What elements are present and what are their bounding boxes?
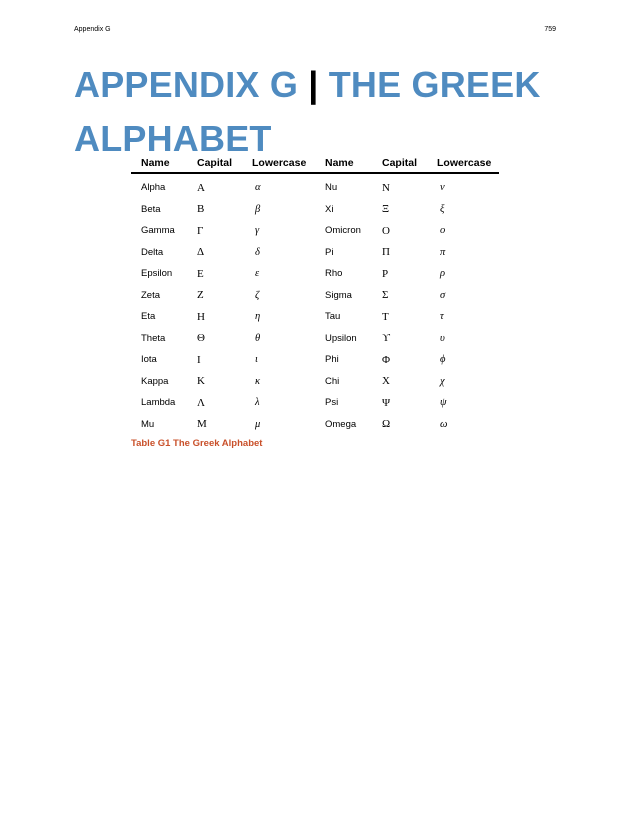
lowercase-letter-cell: ι: [255, 354, 258, 366]
capital-letter-cell: E: [197, 267, 204, 280]
table-row: [131, 242, 499, 264]
capital-letter-cell: P: [382, 267, 389, 280]
lowercase-letter-cell: χ: [440, 375, 445, 387]
lowercase-letter-cell: π: [440, 246, 446, 258]
page-number: 759: [544, 26, 556, 33]
letter-name-cell: Tau: [325, 311, 341, 323]
capital-letter-cell: Δ: [197, 246, 205, 259]
letter-name-cell: Psi: [325, 397, 339, 409]
capital-letter-cell: Π: [382, 246, 390, 259]
capital-letter-cell: B: [197, 203, 205, 216]
letter-name-cell: Kappa: [141, 375, 169, 387]
lowercase-letter-cell: σ: [440, 289, 446, 301]
capital-letter-cell: Σ: [382, 289, 389, 302]
lowercase-letter-cell: η: [255, 311, 261, 323]
lowercase-letter-cell: ν: [440, 182, 445, 194]
column-header: Lowercase: [427, 153, 499, 173]
column-header: Capital: [187, 153, 242, 173]
letter-name-cell: Delta: [141, 246, 164, 258]
capital-letter-cell: I: [197, 353, 201, 366]
title-part-2: THE GREEK ALPHABET: [74, 64, 541, 159]
letter-name-cell: Eta: [141, 311, 156, 323]
letter-name-cell: Omega: [325, 418, 357, 430]
capital-letter-cell: X: [382, 375, 390, 388]
table-row: [131, 414, 499, 436]
capital-letter-cell: K: [197, 375, 205, 388]
letter-name-cell: Alpha: [141, 182, 166, 194]
table-row: [131, 220, 499, 242]
letter-name-cell: Lambda: [141, 397, 176, 409]
column-header: Capital: [372, 153, 427, 173]
capital-letter-cell: Λ: [197, 396, 205, 409]
lowercase-letter-cell: δ: [255, 246, 260, 258]
letter-name-cell: Rho: [325, 268, 343, 280]
letter-name-cell: Iota: [141, 354, 157, 366]
capital-letter-cell: Θ: [197, 332, 205, 345]
letter-name-cell: Pi: [325, 246, 334, 258]
lowercase-letter-cell: ο: [440, 225, 446, 237]
table-row: [131, 371, 499, 393]
capital-letter-cell: Φ: [382, 353, 391, 366]
title-part-1: APPENDIX G: [74, 64, 309, 105]
table-row: [131, 306, 499, 328]
table-header-row: [131, 153, 499, 173]
column-header: Lowercase: [242, 153, 315, 173]
lowercase-letter-cell: γ: [255, 225, 260, 237]
capital-letter-cell: A: [197, 181, 205, 194]
table-row: [131, 328, 499, 350]
table-row: [131, 392, 499, 414]
page-title: [74, 58, 554, 166]
letter-name-cell: Xi: [325, 203, 334, 215]
lowercase-letter-cell: θ: [255, 332, 261, 344]
capital-letter-cell: N: [382, 181, 390, 194]
column-header: Name: [315, 153, 372, 173]
capital-letter-cell: Z: [197, 289, 204, 302]
table-row: [131, 199, 499, 221]
lowercase-letter-cell: ϕ: [440, 354, 446, 366]
capital-letter-cell: T: [382, 310, 389, 323]
table-caption: Table G1 The Greek Alphabet: [131, 438, 263, 449]
table-row: [131, 285, 499, 307]
lowercase-letter-cell: ω: [440, 418, 448, 430]
lowercase-letter-cell: ψ: [440, 397, 447, 409]
letter-name-cell: Epsilon: [141, 268, 173, 280]
table-row: [131, 173, 499, 199]
letter-name-cell: Upsilon: [325, 332, 357, 344]
lowercase-letter-cell: λ: [255, 397, 260, 409]
capital-letter-cell: ϒ: [382, 332, 390, 345]
table-row: [131, 349, 499, 371]
lowercase-letter-cell: β: [255, 203, 261, 215]
letter-name-cell: Beta: [141, 203, 161, 215]
letter-name-cell: Theta: [141, 332, 166, 344]
column-header: Name: [131, 153, 187, 173]
lowercase-letter-cell: ξ: [440, 203, 445, 215]
table-row: [131, 263, 499, 285]
capital-letter-cell: M: [197, 418, 207, 431]
capital-letter-cell: Γ: [197, 224, 204, 237]
letter-name-cell: Chi: [325, 375, 340, 387]
lowercase-letter-cell: α: [255, 182, 261, 194]
capital-letter-cell: Ψ: [382, 396, 391, 409]
lowercase-letter-cell: τ: [440, 311, 444, 323]
letter-name-cell: Mu: [141, 418, 155, 430]
letter-name-cell: Zeta: [141, 289, 161, 301]
letter-name-cell: Phi: [325, 354, 339, 366]
lowercase-letter-cell: ε: [255, 268, 260, 280]
capital-letter-cell: H: [197, 310, 205, 323]
lowercase-letter-cell: κ: [255, 375, 261, 387]
title-separator: |: [308, 64, 319, 105]
letter-name-cell: Omicron: [325, 225, 361, 237]
capital-letter-cell: O: [382, 224, 390, 237]
capital-letter-cell: Ω: [382, 418, 391, 431]
running-head: Appendix G: [74, 26, 111, 33]
letter-name-cell: Nu: [325, 182, 338, 194]
lowercase-letter-cell: ζ: [255, 289, 260, 301]
lowercase-letter-cell: ρ: [440, 268, 446, 280]
capital-letter-cell: Ξ: [382, 203, 390, 216]
greek-alphabet-table: [131, 153, 499, 435]
table-body: [131, 173, 499, 435]
lowercase-letter-cell: μ: [255, 418, 261, 430]
letter-name-cell: Gamma: [141, 225, 175, 237]
letter-name-cell: Sigma: [325, 289, 352, 301]
lowercase-letter-cell: υ: [440, 332, 445, 344]
